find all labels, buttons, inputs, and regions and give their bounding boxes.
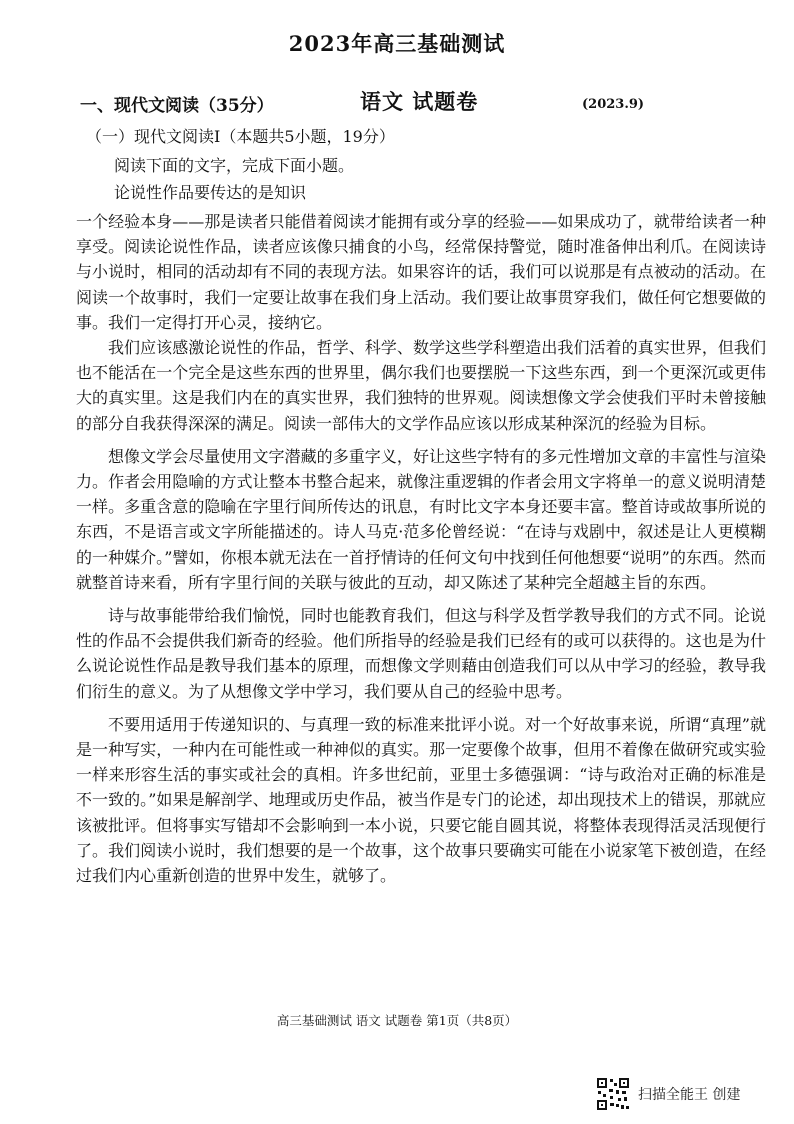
subsection-heading: （一）现代文阅读Ⅰ（本题共5小题，19分）: [86, 127, 395, 146]
section-heading: 一、现代文阅读（35分）: [80, 96, 274, 116]
lead-line: 论说性作品要传达的是知识: [114, 183, 307, 202]
instruction-text: 阅读下面的文字，完成下面小题。: [114, 156, 355, 175]
paragraph-5: 不要用适用于传递知识的、与真理一致的标准来批评小说。对一个好故事来说，所谓“真理”就是一种写实，一种内在可能性或一种神似的真实。那一定要像个故事，但用不着像在做研究或实验一样来形容生活的事实或社会的真相。许多世纪前，亚里士多德强调：“诗与政治对正确的标准是不一致的。”如果是解剖学、地理或历史作品，被当作是专门的论述，却出现技术上的错误，那就应该被批评。但将事实写错却不会影响到一本小说，只要它能自圆其说，将整体表现得活灵活现便行了。我们阅读小说时，我们想要的是一个故事，这个故事只要确实可能在小说家笔下被创造，在经过我们内心重新创造的世界中发生，就够了。: [76, 714, 766, 886]
page-footer: 高三基础测试 语文 试题卷 第1页（共8页）: [276, 1013, 518, 1028]
exam-title: 2023年高三基础测试: [288, 31, 506, 56]
subject-title: 语文 试题卷: [360, 89, 479, 114]
qr-code-icon: [596, 1077, 630, 1111]
reading-passage: [76, 209, 766, 888]
paragraph-1: 一个经验本身——那是读者只能借着阅读才能拥有或分享的经验——如果成功了，就带给读者一种享受。阅读论说性作品，读者应该像只捕食的小鸟，经常保持警觉，随时准备伸出利爪。在阅读诗与小说时，相同的活动却有不同的表现方法。如果容许的话，我们可以说那是有点被动的活动。在阅读一个故事时，我们一定要让故事在我们身上活动。我们要让故事贯穿我们，做任何它想要做的事。我们一定得打开心灵，接纳它。: [76, 212, 766, 332]
exam-date: (2023.9): [582, 97, 645, 112]
scanner-label: 扫描全能王 创建: [638, 1087, 741, 1103]
scanner-watermark: [596, 1077, 740, 1111]
paragraph-4: 诗与故事能带给我们愉悦，同时也能教育我们，但这与科学及哲学教导我们的方式不同。论说性的作品不会提供我们新奇的经验。他们所指导的经验是我们已经有的或可以获得的。这也是为什么说论说性作品是教导我们基本的原理，而想像文学则藉由创造我们可以从中学习的经验，教导我们衍生的意义。为了从想像文学中学习，我们要从自己的经验中思考。: [76, 606, 766, 701]
paragraph-2: 我们应该感激论说性的作品，哲学、科学、数学这些学科塑造出我们活着的真实世界，但我们也不能活在一个完全是这些东西的世界里，偶尔我们也要摆脱一下这些东西，到一个更深沉或更伟大的真实里。这是我们内在的真实世界，我们独特的世界观。阅读想像文学会使我们平时未曾接触的部分自我获得深深的满足。阅读一部伟大的文学作品应该以形成某种深沉的经验为目标。: [76, 338, 766, 433]
paragraph-3: 想像文学会尽量使用文字潜藏的多重字义，好让这些字特有的多元性增加文章的丰富性与渲染力。作者会用隐喻的方式让整本书整合起来，就像注重逻辑的作者会用文字将单一的意义说明清楚一样。多重含意的隐喻在字里行间所传达的讯息，有时比文字本身还要丰富。整首诗或故事所说的东西，不是语言或文字所能描述的。诗人马克·范多伦曾经说：“在诗与戏剧中，叙述是让人更模糊的一种媒介。”譬如，你根本就无法在一首抒情诗的任何文句中找到任何他想要“说明”的东西。然而就整首诗来看，所有字里行间的关联与彼此的互动，却又陈述了某种完全超越主旨的东西。: [76, 446, 766, 592]
